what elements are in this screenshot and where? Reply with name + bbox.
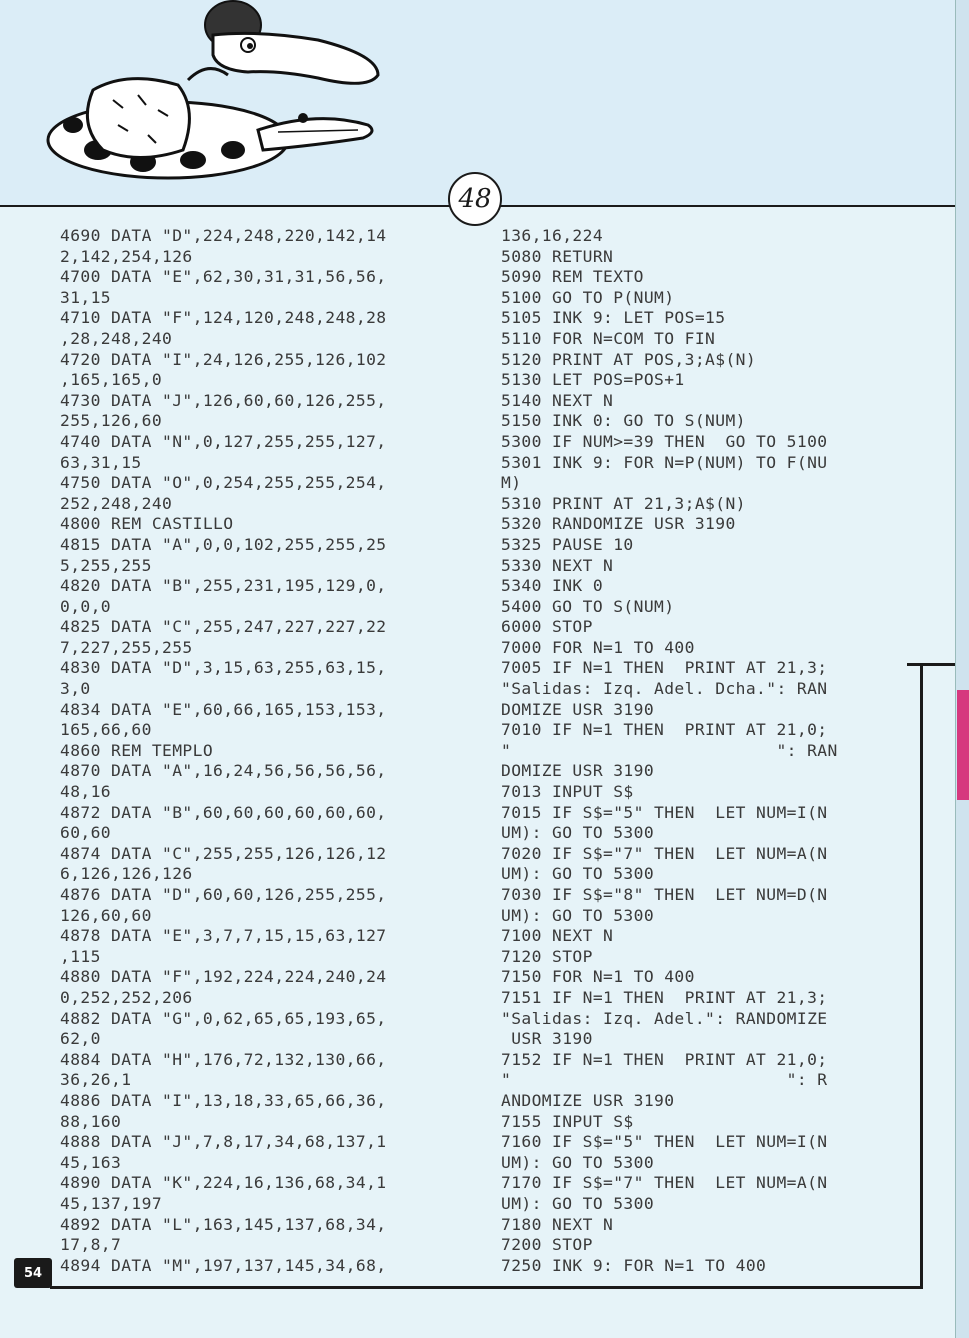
code-line: 5080 RETURN	[501, 246, 614, 266]
code-line: 5150 INK 0: GO TO S(NUM)	[501, 411, 746, 431]
code-line: 7120 STOP	[501, 946, 593, 966]
code-line: 4730 DATA "J",126,60,60,126,255,	[60, 390, 387, 410]
code-line: 252,248,240	[60, 493, 173, 513]
code-line: 4880 DATA "F",192,224,224,240,24	[60, 967, 387, 987]
code-line: 7000 FOR N=1 TO 400	[501, 637, 695, 657]
code-line: 4882 DATA "G",0,62,65,65,193,65,	[60, 1008, 387, 1028]
frame-corner-line	[907, 663, 955, 666]
code-line: 4860 REM TEMPLO	[60, 740, 214, 760]
chapter-number: 48	[458, 184, 492, 214]
code-line: 7250 INK 9: FOR N=1 TO 400	[501, 1255, 767, 1275]
code-line: 5320 RANDOMIZE USR 3190	[501, 514, 736, 534]
page-number: 54	[23, 1265, 43, 1281]
code-line: 7005 IF N=1 THEN PRINT AT 21,3;	[501, 658, 828, 678]
code-line: 7151 IF N=1 THEN PRINT AT 21,3;	[501, 987, 828, 1007]
code-line: 5120 PRINT AT POS,3;A$(N)	[501, 349, 757, 369]
code-line: USR 3190	[501, 1029, 593, 1049]
code-line: "Salidas: Izq. Adel. Dcha.": RAN	[501, 679, 828, 699]
code-line: 31,15	[60, 287, 112, 307]
code-line: 4820 DATA "B",255,231,195,129,0,	[60, 576, 387, 596]
code-line: 4876 DATA "D",60,60,126,255,255,	[60, 885, 387, 904]
code-line: 7020 IF S$="7" THEN LET NUM=A(N	[501, 843, 828, 863]
code-line: UM): GO TO 5300	[501, 823, 655, 843]
code-line: 4870 DATA "A",16,24,56,56,56,56,	[60, 761, 387, 781]
code-line: ,165,165,0	[60, 370, 163, 390]
code-line: 7030 IF S$="8" THEN LET NUM=D(N	[501, 885, 828, 904]
code-line: 5300 IF NUM>=39 THEN GO TO 5100	[501, 431, 828, 451]
cartoon-illustration	[18, 0, 398, 195]
code-line: 5,255,255	[60, 555, 152, 575]
code-line: 7160 IF S$="5" THEN LET NUM=I(N	[501, 1132, 828, 1152]
code-line: 5140 NEXT N	[501, 390, 614, 410]
code-line: 7152 IF N=1 THEN PRINT AT 21,0;	[501, 1049, 828, 1069]
code-line: 5105 INK 9: LET POS=15	[501, 308, 726, 328]
code-line: DOMIZE USR 3190	[501, 761, 655, 781]
code-line: 4825 DATA "C",255,247,227,227,22	[60, 617, 387, 637]
code-line: 7200 STOP	[501, 1235, 593, 1255]
pink-margin-tab	[957, 690, 969, 800]
code-line: 6,126,126,126	[60, 864, 193, 884]
code-line: 7100 NEXT N	[501, 926, 614, 946]
code-line: DOMIZE USR 3190	[501, 699, 655, 719]
code-line: ,28,248,240	[60, 328, 173, 348]
code-line: 45,163	[60, 1152, 122, 1172]
code-line: 5325 PAUSE 10	[501, 534, 634, 554]
code-line: 5110 FOR N=COM TO FIN	[501, 328, 716, 348]
page-edge-strip	[955, 0, 969, 1338]
code-line: 0,252,252,206	[60, 987, 193, 1007]
code-line: 48,16	[60, 782, 112, 802]
code-line: 5330 NEXT N	[501, 555, 614, 575]
code-line: 5400 GO TO S(NUM)	[501, 596, 675, 616]
code-line: 7015 IF S$="5" THEN LET NUM=I(N	[501, 802, 828, 822]
code-line: 4710 DATA "F",124,120,248,248,28	[60, 308, 387, 328]
right-code-column	[501, 226, 911, 1276]
code-line: M)	[501, 473, 522, 493]
code-line: 4750 DATA "O",0,254,255,255,254,	[60, 473, 387, 493]
code-line: 4884 DATA "H",176,72,132,130,66,	[60, 1049, 387, 1069]
code-line: 4886 DATA "I",13,18,33,65,66,36,	[60, 1090, 387, 1110]
code-line: 7170 IF S$="7" THEN LET NUM=A(N	[501, 1173, 828, 1193]
chapter-number-badge	[448, 172, 502, 226]
code-line: 4878 DATA "E",3,7,7,15,15,63,127	[60, 926, 387, 946]
code-line: 4815 DATA "A",0,0,102,255,255,25	[60, 534, 387, 554]
code-line: "Salidas: Izq. Adel.": RANDOMIZE	[501, 1008, 828, 1028]
code-line: 45,137,197	[60, 1193, 163, 1213]
code-line: UM): GO TO 5300	[501, 905, 655, 925]
code-line: 4874 DATA "C",255,255,126,126,12	[60, 843, 387, 863]
code-line: 126,60,60	[60, 905, 152, 925]
code-line: 4720 DATA "I",24,126,255,126,102	[60, 349, 387, 369]
code-line: 88,160	[60, 1111, 122, 1131]
code-line: 255,126,60	[60, 411, 163, 431]
left-code-column	[60, 226, 470, 1276]
code-line: 3,0	[60, 679, 91, 699]
frame-right-line	[920, 663, 923, 1288]
code-line: 5301 INK 9: FOR N=P(NUM) TO F(NU	[501, 452, 828, 472]
code-line: 7150 FOR N=1 TO 400	[501, 967, 695, 987]
code-line: 7013 INPUT S$	[501, 782, 634, 802]
code-line: 4894 DATA "M",197,137,145,34,68,	[60, 1255, 387, 1275]
code-line: 0,0,0	[60, 596, 112, 616]
code-line: 17,8,7	[60, 1235, 122, 1255]
code-line: 60,60	[60, 823, 112, 843]
code-line: 4740 DATA "N",0,127,255,255,127,	[60, 431, 387, 451]
code-line: 136,16,224	[501, 226, 604, 245]
code-line: " ": RAN	[501, 740, 838, 760]
code-line: 62,0	[60, 1029, 101, 1049]
code-line: 5340 INK 0	[501, 576, 604, 596]
code-line: 4892 DATA "L",163,145,137,68,34,	[60, 1214, 387, 1234]
code-line: 4800 REM CASTILLO	[60, 514, 234, 534]
code-line: 5100 GO TO P(NUM)	[501, 287, 675, 307]
code-line: 4830 DATA "D",3,15,63,255,63,15,	[60, 658, 387, 678]
code-line: 165,66,60	[60, 720, 152, 740]
code-line: 7010 IF N=1 THEN PRINT AT 21,0;	[501, 720, 828, 740]
code-line: 4834 DATA "E",60,66,165,153,153,	[60, 699, 387, 719]
code-line: 4890 DATA "K",224,16,136,68,34,1	[60, 1173, 387, 1193]
code-line: 7180 NEXT N	[501, 1214, 614, 1234]
code-line: 4872 DATA "B",60,60,60,60,60,60,	[60, 802, 387, 822]
code-line: 5090 REM TEXTO	[501, 267, 644, 287]
code-line: 7155 INPUT S$	[501, 1111, 634, 1131]
code-line: ,115	[60, 946, 101, 966]
code-line: 6000 STOP	[501, 617, 593, 637]
code-line: 63,31,15	[60, 452, 142, 472]
page-number-badge	[14, 1258, 52, 1288]
code-line: UM): GO TO 5300	[501, 1193, 655, 1213]
code-line: 36,26,1	[60, 1070, 132, 1090]
code-line: 7,227,255,255	[60, 637, 193, 657]
code-line: UM): GO TO 5300	[501, 1152, 655, 1172]
code-line: 5310 PRINT AT 21,3;A$(N)	[501, 493, 746, 513]
code-line: 4690 DATA "D",224,248,220,142,14	[60, 226, 387, 245]
code-line: 5130 LET POS=POS+1	[501, 370, 685, 390]
code-line: 4700 DATA "E",62,30,31,31,56,56,	[60, 267, 387, 287]
code-line: 4888 DATA "J",7,8,17,34,68,137,1	[60, 1132, 387, 1152]
code-line: UM): GO TO 5300	[501, 864, 655, 884]
frame-bottom-line	[50, 1286, 923, 1289]
code-line: " ": R	[501, 1070, 828, 1090]
code-line: 2,142,254,126	[60, 246, 193, 266]
code-line: ANDOMIZE USR 3190	[501, 1090, 675, 1110]
